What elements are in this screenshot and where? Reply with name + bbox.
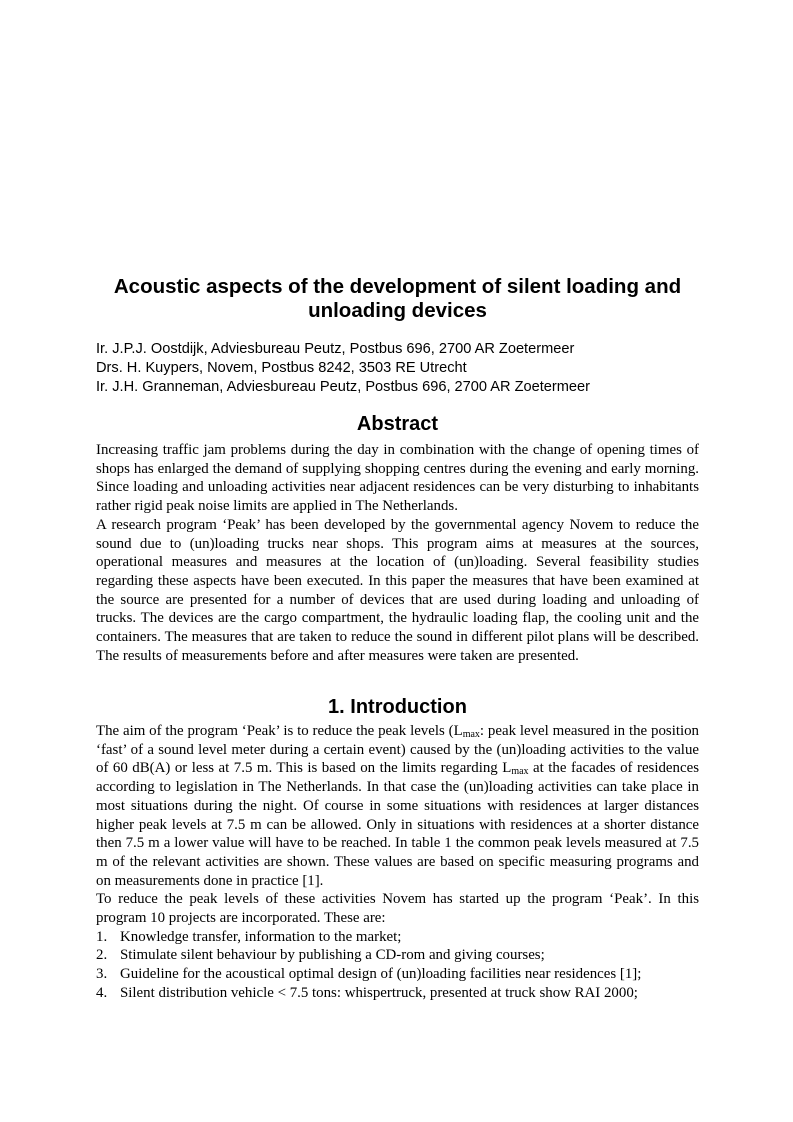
introduction-paragraph bbox=[96, 722, 699, 890]
list-number: 2. bbox=[96, 947, 108, 964]
abstract-paragraph: A research program ‘Peak’ has been developed by the governmental agency Novem to reduce the sound due to (un)loading trucks near shops. This program aims at measures at the sources, operational measures and measures at the location of (un)loading. Several feasibility studies regarding these aspects have been executed. In this paper the measures that have been examined at the source are presented for a number of devices that are used during loading and unloading of trucks. The devices are the cargo compartment, the hydraulic loading flap, the cooling unit and the containers. The measures that are taken to reduce the sound in different pilot plans will be described. The results of measurements before and after measures were taken are presented. bbox=[96, 516, 699, 664]
author-line: Ir. J.H. Granneman, Adviesbureau Peutz, Postbus 696, 2700 AR Zoetermeer bbox=[96, 379, 591, 395]
text-run: The aim of the program ‘Peak’ is to reduce the peak levels (L bbox=[96, 723, 463, 739]
list-text: Guideline for the acoustical optimal design of (un)loading facilities near residences [1]; bbox=[120, 966, 642, 983]
list-item bbox=[96, 928, 699, 947]
list-text: Silent distribution vehicle < 7.5 tons: whispertruck, presented at truck show RAI 2000; bbox=[120, 984, 638, 1001]
list-text: Knowledge transfer, information to the market; bbox=[120, 928, 402, 945]
list-number: 3. bbox=[96, 966, 108, 983]
project-list bbox=[96, 928, 699, 1003]
introduction-paragraph: To reduce the peak levels of these activities Novem has started up the program ‘Peak’. In this program 10 projects are incorporated. These are: bbox=[96, 891, 699, 927]
list-text: Stimulate silent behaviour by publishing a CD-rom and giving courses; bbox=[120, 947, 545, 964]
introduction-body bbox=[96, 722, 699, 1003]
abstract-paragraph: Increasing traffic jam problems during the day in combination with the change of opening times of shops has enlarged the demand of supplying shopping centres during the evening and early morning. Since loading and unloading activities near adjacent residences can be very disturbing to inhabitants rather rigid peak noise limits are applied in The Netherlands. bbox=[96, 442, 699, 515]
text-run: at the facades of residences according to legislation in The Netherlands. In that case the (un)loading activities can take place in most situations during the night. Of course in some situations with residences at larger distances higher peak levels at 7.5 m can be allowed. Only in situations with residences at a shorter distance then 7.5 m a lower value will have to be reached. In table 1 the common peak levels measured at 7.5 m of the relevant activities are shown. These values are based on specific measuring programs and on measurements done in practice [1]. bbox=[96, 760, 699, 889]
author-list bbox=[96, 340, 699, 397]
list-item bbox=[96, 984, 699, 1003]
subscript: max bbox=[511, 766, 529, 778]
list-number: 1. bbox=[96, 928, 108, 945]
abstract-body bbox=[96, 441, 699, 665]
list-item bbox=[96, 946, 699, 965]
list-item bbox=[96, 965, 699, 984]
list-number: 4. bbox=[96, 984, 108, 1001]
subscript: max bbox=[462, 729, 480, 740]
author-line: Drs. H. Kuypers, Novem, Postbus 8242, 3503 RE Utrecht bbox=[96, 360, 467, 376]
introduction-heading: 1. Introduction bbox=[328, 696, 467, 718]
text-run: : peak level measured in the position ‘fast’ of a sound level meter during a certain event) caused by the (un)loading activities to the value of 60 dB(A) or less at 7.5 m. This is based on the limits regarding L bbox=[96, 723, 699, 777]
author-line: Ir. J.P.J. Oostdijk, Adviesbureau Peutz, Postbus 696, 2700 AR Zoetermeer bbox=[96, 341, 575, 357]
abstract-heading: Abstract bbox=[356, 413, 439, 435]
paper-title: Acoustic aspects of the development of silent loading and unloading devices bbox=[113, 275, 682, 322]
